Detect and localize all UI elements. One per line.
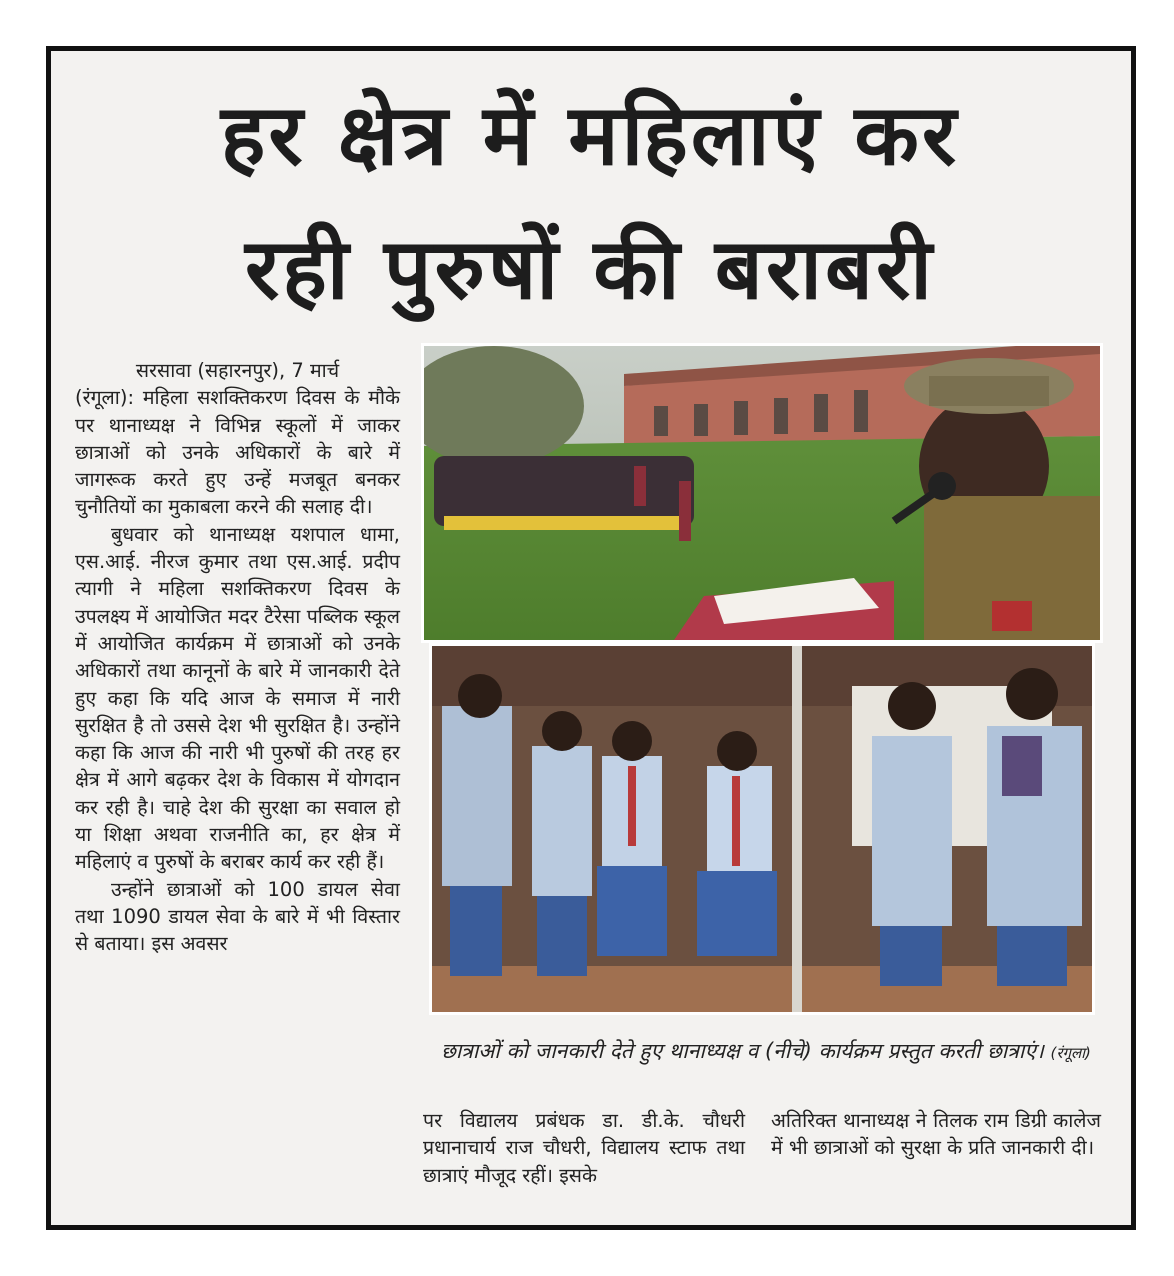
article-right-column [771,1107,1101,1162]
article-paragraph-1: (रंगूला): महिला सशक्तिकरण दिवस के मौके पर थानाध्यक्ष ने विभिन्न स्कूलों में जाकर छात्राओं को उनके अधिकारों के बारे में जागरूक करते हुए उन्हें मजबूत बनकर चुनौतियों का मुकाबला करने की सलाह दी। [75,386,400,519]
caption-credit: (रंगूला) [1050,1044,1091,1062]
article-left-column [75,357,400,958]
article-paragraph-4: पर विद्यालय प्रबंधक डा. डी.के. चौधरी प्रधानाचार्य राज चौधरी, विद्यालय स्टाफ तथा छात्राएं मौजूद रहीं। इसके [423,1109,745,1187]
newspaper-clipping [46,46,1136,1230]
article-middle-column [423,1107,745,1189]
dateline: सरसावा (सहारनपुर), 7 मार्च [135,359,340,382]
article-paragraph-5: अतिरिक्त थानाध्यक्ष ने तिलक राम डिग्री कालेज में भी छात्राओं को सुरक्षा के प्रति जानकारी दी। [771,1109,1101,1160]
article-paragraph-2: बुधवार को थानाध्यक्ष यशपाल धामा, एस.आई. नीरज कुमार तथा एस.आई. प्रदीप त्यागी ने महिला सशक्तिकरण दिवस के उपलक्ष्य में आयोजित मदर टैरेसा पब्लिक स्कूल में आयोजित कार्यक्रम में छात्राओं को उनके अधिकारों तथा कानूनों के बारे में जानकारी देते हुए कहा कि यदि आज के समाज में नारी सुरक्षित है तो उससे देश भी सुरक्षित है। उन्होंने कहा कि आज की नारी भी पुरुषों की तरह हर क्षेत्र में आगे बढ़कर देश के विकास में योगदान कर रही है। चाहे देश की सुरक्षा का सवाल हो या शिक्षा अथवा राजनीति का, हर क्षेत्र में महिलाएं व पुरुषों के बराबर कार्य कर रही हैं। [75,522,400,874]
photo-students-performing [429,643,1095,1015]
article-paragraph-3: उन्होंने छात्राओं को 100 डायल सेवा तथा 1090 डायल सेवा के बारे में भी विस्तार से बताया। इस अवसर [75,877,400,956]
caption-text: छात्राओं को जानकारी देते हुए थानाध्यक्ष व (नीचे) कार्यक्रम प्रस्तुत करती छात्राएं। [441,1039,1044,1063]
photo-officer-addressing-students [421,343,1103,643]
headline-line-1: हर क्षेत्र में महिलाएं कर [220,86,960,184]
photo-caption [421,1036,1111,1068]
headline-line-2: रही पुरुषों की बराबरी [244,220,936,318]
